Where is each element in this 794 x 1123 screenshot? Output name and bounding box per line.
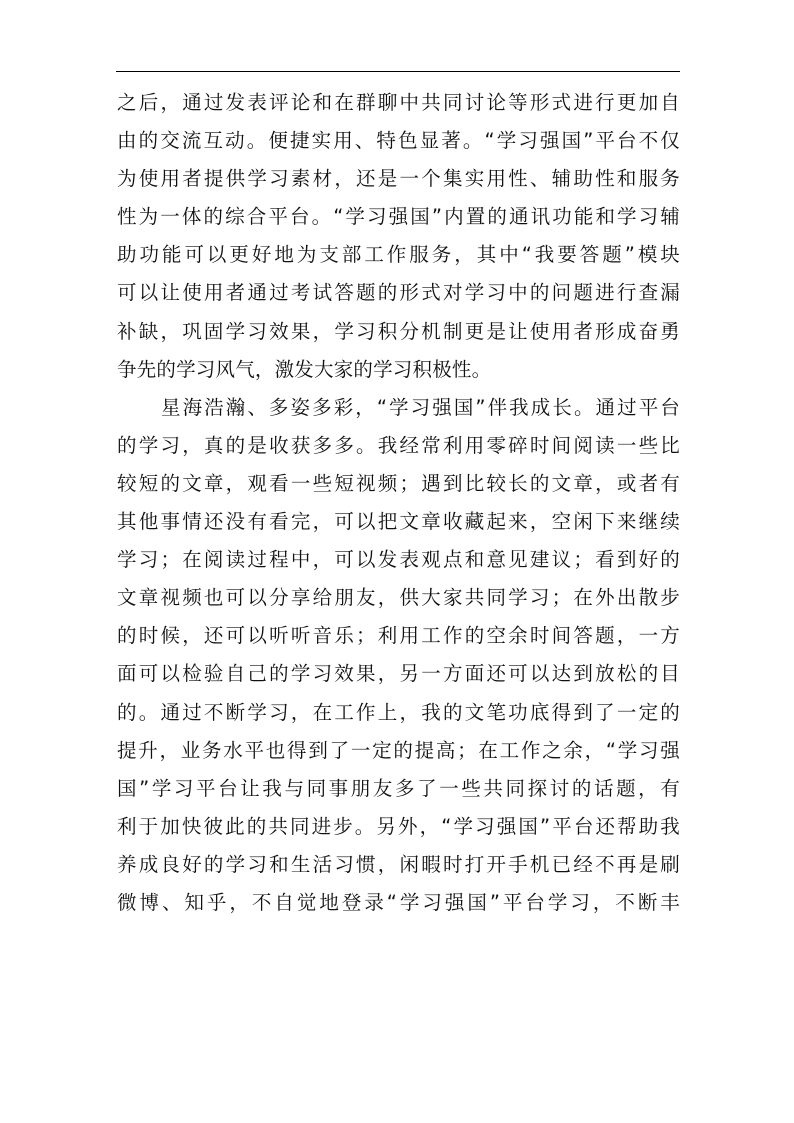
text-line: 微博、知乎，不自觉地登录“学习强国”平台学习，不断丰 <box>117 890 680 914</box>
text-line: 可以让使用者通过考试答题的形式对学习中的问题进行查漏 <box>117 281 680 305</box>
text-line: 为使用者提供学习素材，还是一个集实用性、辅助性和服务 <box>117 167 680 191</box>
text-line: 文章视频也可以分享给朋友，供大家共同学习；在外出散步 <box>117 586 680 610</box>
header-rule <box>116 71 680 72</box>
text-line: 由的交流互动。便捷实用、特色显著。“学习强国”平台不仅 <box>117 129 680 153</box>
text-line: 助功能可以更好地为支部工作服务，其中“我要答题”模块 <box>117 243 680 267</box>
text-line: 争先的学习风气，激发大家的学习积极性。 <box>117 357 492 381</box>
text-line: 国”学习平台让我与同事朋友多了一些共同探讨的话题，有 <box>117 776 680 800</box>
document-body <box>117 84 680 922</box>
text-line: 性为一体的综合平台。“学习强国”内置的通讯功能和学习辅 <box>117 205 680 229</box>
text-line: 养成良好的学习和生活习惯，闲暇时打开手机已经不再是刷 <box>117 852 680 876</box>
text-line: 的时候，还可以听听音乐；利用工作的空余时间答题，一方 <box>117 624 680 648</box>
text-line: 的。通过不断学习，在工作上，我的文笔功底得到了一定的 <box>117 700 680 724</box>
text-line: 星海浩瀚、多姿多彩，“学习强国”伴我成长。通过平台 <box>161 395 680 419</box>
text-line: 其他事情还没有看完，可以把文章收藏起来，空闲下来继续 <box>117 510 680 534</box>
paragraph-1 <box>117 84 680 389</box>
text-line: 面可以检验自己的学习效果，另一方面还可以达到放松的目 <box>117 662 680 686</box>
text-line: 较短的文章，观看一些短视频；遇到比较长的文章，或者有 <box>117 471 680 495</box>
text-line: 之后，通过发表评论和在群聊中共同讨论等形式进行更加自 <box>117 91 680 114</box>
text-line: 学习；在阅读过程中，可以发表观点和意见建议；看到好的 <box>117 548 680 572</box>
text-line: 利于加快彼此的共同进步。另外，“学习强国”平台还帮助我 <box>117 814 680 838</box>
text-line: 的学习，真的是收获多多。我经常利用零碎时间阅读一些比 <box>117 433 680 457</box>
text-line: 补缺，巩固学习效果，学习积分机制更是让使用者形成奋勇 <box>117 319 680 343</box>
text-line: 提升，业务水平也得到了一定的提高；在工作之余，“学习强 <box>117 738 680 762</box>
paragraph-2 <box>117 389 680 922</box>
